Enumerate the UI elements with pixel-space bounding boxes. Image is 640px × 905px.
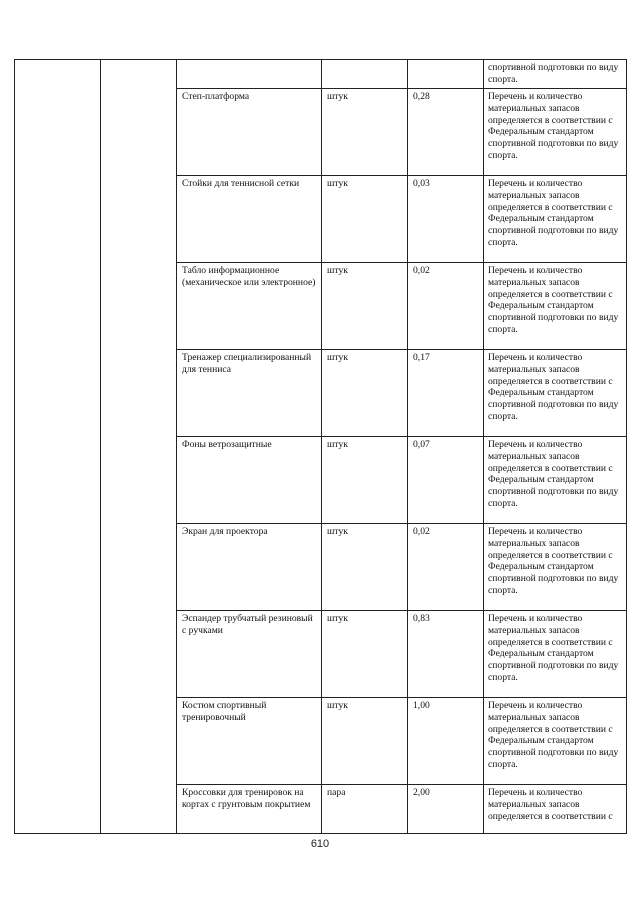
item-name-cell: Тренажер специализированный для тенниса	[177, 350, 322, 437]
unit-cell: пара	[322, 785, 408, 834]
table-body	[15, 60, 627, 834]
note-cell: Перечень и количество материальных запасов определяется в соответствии с	[484, 785, 627, 834]
quantity-cell	[408, 60, 484, 89]
merged-cell-col2	[101, 60, 177, 834]
item-name-cell: Костюм спортивный тренировочный	[177, 698, 322, 785]
note-cell: Перечень и количество материальных запасов определяется в соответствии с Федеральным стандартом спортивной подготовки по виду спорта.	[484, 698, 627, 785]
note-cell: Перечень и количество материальных запасов определяется в соответствии с Федеральным стандартом спортивной подготовки по виду спорта.	[484, 89, 627, 176]
note-cell: Перечень и количество материальных запасов определяется в соответствии с Федеральным стандартом спортивной подготовки по виду спорта.	[484, 263, 627, 350]
quantity-cell: 0,28	[408, 89, 484, 176]
quantity-cell: 0,17	[408, 350, 484, 437]
item-name-cell: Степ-платформа	[177, 89, 322, 176]
unit-cell: штук	[322, 524, 408, 611]
quantity-cell: 0,02	[408, 263, 484, 350]
note-cell: Перечень и количество материальных запасов определяется в соответствии с Федеральным стандартом спортивной подготовки по виду спорта.	[484, 176, 627, 263]
table-row	[15, 60, 627, 89]
item-name-cell: Стойки для теннисной сетки	[177, 176, 322, 263]
item-name-cell: Табло информационное (механическое или электронное)	[177, 263, 322, 350]
item-name-cell: Экран для проектора	[177, 524, 322, 611]
quantity-cell: 2,00	[408, 785, 484, 834]
page-number: 610	[310, 838, 330, 850]
quantity-cell: 1,00	[408, 698, 484, 785]
note-cell: спортивной подготовки по виду спорта.	[484, 60, 627, 89]
item-name-cell: Кроссовки для тренировок на кортах с грунтовым покрытием	[177, 785, 322, 834]
note-cell: Перечень и количество материальных запасов определяется в соответствии с Федеральным стандартом спортивной подготовки по виду спорта.	[484, 437, 627, 524]
quantity-cell: 0,02	[408, 524, 484, 611]
unit-cell: штук	[322, 89, 408, 176]
item-name-cell: Эспандер трубчатый резиновый с ручками	[177, 611, 322, 698]
unit-cell: штук	[322, 350, 408, 437]
unit-cell: штук	[322, 437, 408, 524]
unit-cell: штук	[322, 176, 408, 263]
note-cell: Перечень и количество материальных запасов определяется в соответствии с Федеральным стандартом спортивной подготовки по виду спорта.	[484, 611, 627, 698]
quantity-cell: 0,07	[408, 437, 484, 524]
unit-cell: штук	[322, 263, 408, 350]
merged-cell-col1	[15, 60, 101, 834]
unit-cell: штук	[322, 698, 408, 785]
item-name-cell	[177, 60, 322, 89]
note-cell: Перечень и количество материальных запасов определяется в соответствии с Федеральным стандартом спортивной подготовки по виду спорта.	[484, 524, 627, 611]
unit-cell	[322, 60, 408, 89]
document-table	[14, 59, 627, 834]
item-name-cell: Фоны ветрозащитные	[177, 437, 322, 524]
unit-cell: штук	[322, 611, 408, 698]
quantity-cell: 0,83	[408, 611, 484, 698]
quantity-cell: 0,03	[408, 176, 484, 263]
note-cell: Перечень и количество материальных запасов определяется в соответствии с Федеральным стандартом спортивной подготовки по виду спорта.	[484, 350, 627, 437]
